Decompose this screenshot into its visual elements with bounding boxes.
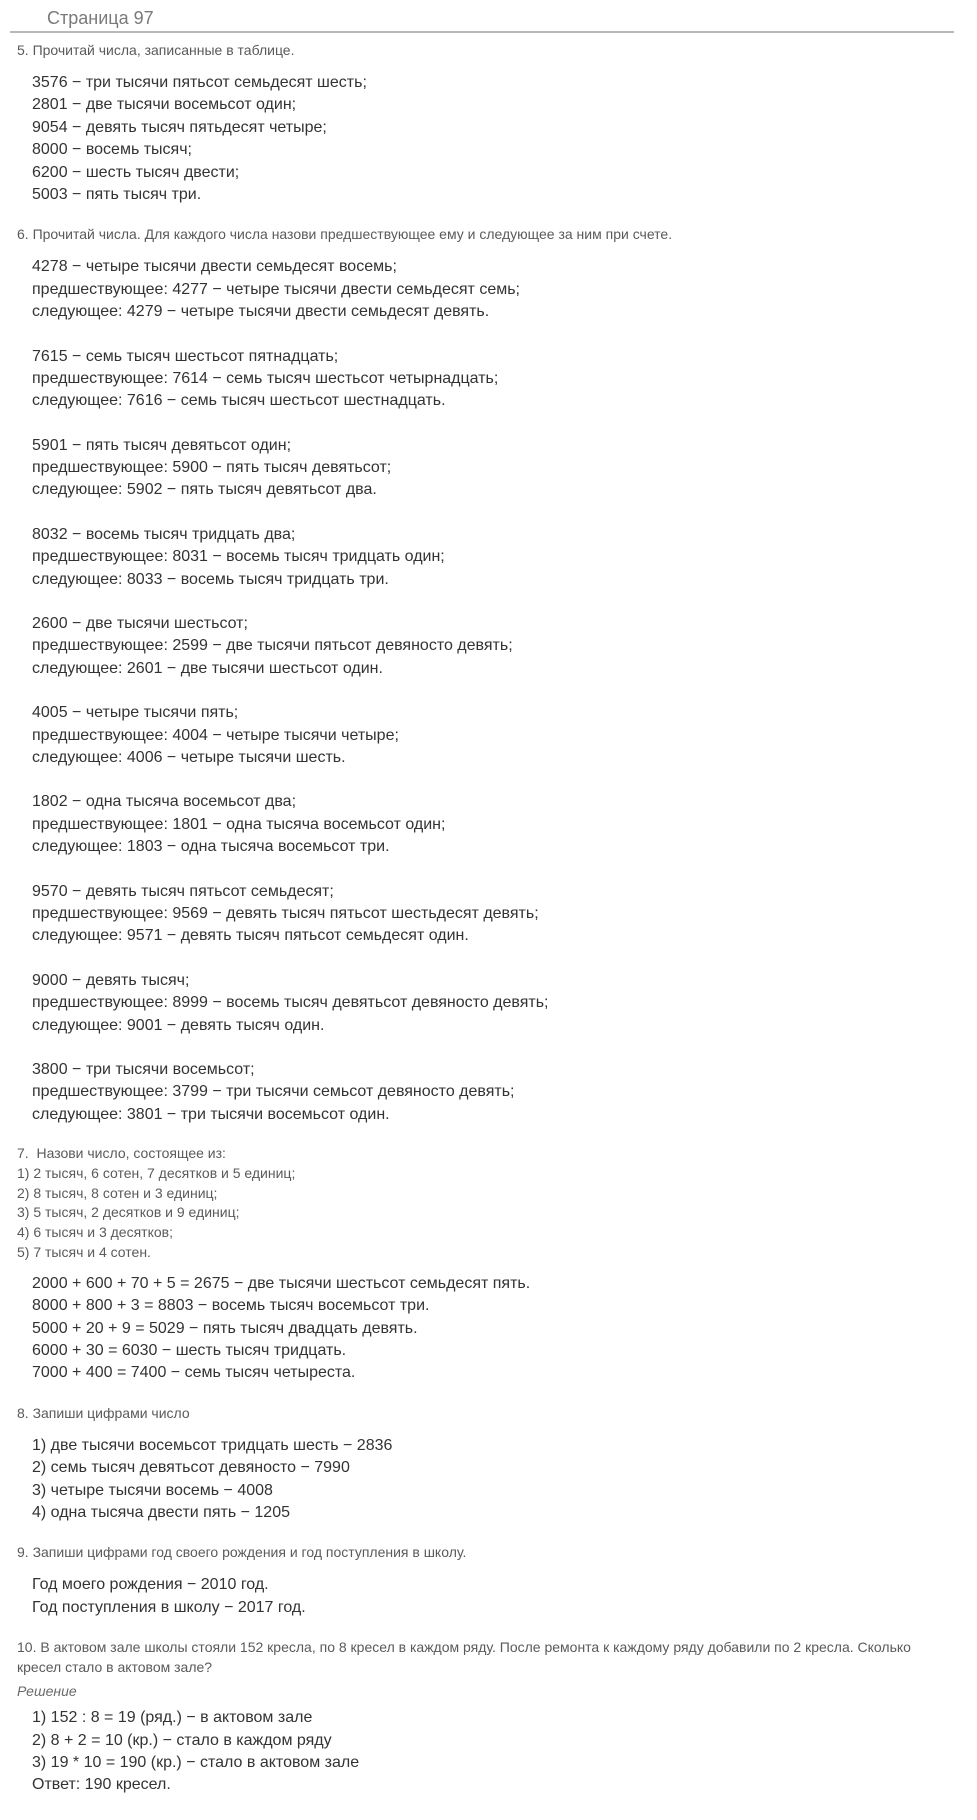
number-block xyxy=(32,346,977,413)
answer-line: Год моего рождения − 2010 год. xyxy=(32,1576,269,1594)
answer-line: 3576 − три тысячи пятьсот семьдесят шесть; xyxy=(32,74,367,91)
task-8-question: 8. Запиши цифрами число xyxy=(17,1404,190,1421)
task-7-item: 2) 8 тысяч, 8 сотен и 3 единиц; xyxy=(17,1184,218,1201)
previous-line: предшествующее: 8031 − восемь тысяч тридцать один; xyxy=(32,548,445,566)
next-line: следующее: 7616 − семь тысяч шестьсот шестнадцать. xyxy=(32,392,446,410)
task-10-answer xyxy=(32,1707,977,1797)
next-line: следующее: 4006 − четыре тысячи шесть. xyxy=(32,748,346,766)
answer-line: 2801 − две тысячи восемьсот один; xyxy=(32,96,297,114)
next-line: следующее: 1803 − одна тысяча восемьсот три. xyxy=(32,838,390,856)
number-line: 3800 − три тысячи восемьсот; xyxy=(32,1060,255,1078)
previous-line: предшествующее: 3799 − три тысячи семьсот девяносто девять; xyxy=(32,1083,515,1101)
task-8-answer xyxy=(32,1435,977,1525)
task-5-answer xyxy=(32,72,977,206)
answer-line: Ответ: 190 кресел. xyxy=(32,1776,171,1794)
answer-line: 2000 + 600 + 70 + 5 = 2675 − две тысячи шестьсот семьдесят пять. xyxy=(32,1274,531,1292)
task-10 xyxy=(0,1637,977,1797)
answer-line: 6000 + 30 = 6030 − шесть тысяч тридцать. xyxy=(32,1342,347,1360)
answer-line: 5000 + 20 + 9 = 5029 − пять тысяч двадцать девять. xyxy=(32,1319,418,1337)
task-9-answer xyxy=(32,1574,977,1619)
answer-line: 8000 − восемь тысяч; xyxy=(32,141,192,159)
next-line: следующее: 9001 − девять тысяч один. xyxy=(32,1016,325,1034)
number-block xyxy=(32,970,977,1037)
task-7-question xyxy=(17,1144,977,1263)
next-line: следующее: 3801 − три тысячи восемьсот один. xyxy=(32,1105,390,1123)
solution-label: Решение xyxy=(17,1683,77,1700)
answer-line: 3) четыре тысячи восемь − 4008 xyxy=(32,1481,273,1499)
task-7-item: 1) 2 тысяч, 6 сотен, 7 десятков и 5 единиц; xyxy=(17,1164,296,1181)
number-line: 1802 − одна тысяча восемьсот два; xyxy=(32,793,297,811)
next-line: следующее: 9571 − девять тысяч пятьсот семьдесят один. xyxy=(32,927,469,945)
number-line: 4278 − четыре тысячи двести семьдесят восемь; xyxy=(32,258,397,276)
task-6-question: 6. Прочитай числа. Для каждого числа назови предшествующее ему и следующее за ним при счете. xyxy=(17,226,673,243)
previous-line: предшествующее: 4277 − четыре тысячи двести семьдесят семь; xyxy=(32,280,520,298)
answer-line: 2) семь тысяч девятьсот девяносто − 7990 xyxy=(32,1459,350,1477)
task-8 xyxy=(0,1403,977,1525)
number-line: 9000 − девять тысяч; xyxy=(32,971,190,989)
number-line: 5901 − пять тысяч девятьсот один; xyxy=(32,436,292,454)
previous-line: предшествующее: 4004 − четыре тысячи четыре; xyxy=(32,726,399,744)
task-5 xyxy=(0,40,977,206)
number-block xyxy=(32,791,977,858)
page-title: Страница 97 xyxy=(47,8,154,28)
answer-line: 6200 − шесть тысяч двести; xyxy=(32,163,240,181)
answer-line: 9054 − девять тысяч пятьдесят четыре; xyxy=(32,118,327,136)
answer-line: 5003 − пять тысяч три. xyxy=(32,185,202,203)
task-7 xyxy=(0,1144,977,1385)
number-block xyxy=(32,524,977,591)
answer-line: 1) 152 : 8 = 19 (ряд.) − в актовом зале xyxy=(32,1709,313,1727)
number-block xyxy=(32,435,977,502)
task-7-answer xyxy=(32,1273,977,1385)
previous-line: предшествующее: 8999 − восемь тысяч девятьсот девяносто девять; xyxy=(32,994,549,1012)
number-block xyxy=(32,613,977,680)
answer-line: 3) 19 * 10 = 190 (кр.) − стало в актовом зале xyxy=(32,1753,360,1771)
number-block xyxy=(32,881,977,948)
number-line: 9570 − девять тысяч пятьсот семьдесят; xyxy=(32,882,334,900)
previous-line: предшествующее: 9569 − девять тысяч пятьсот шестьдесят девять; xyxy=(32,904,539,922)
number-line: 4005 − четыре тысячи пять; xyxy=(32,704,239,722)
number-block xyxy=(32,702,977,769)
task-9-question: 9. Запиши цифрами год своего рождения и год поступления в школу. xyxy=(17,1544,467,1561)
previous-line: предшествующее: 5900 − пять тысяч девятьсот; xyxy=(32,459,392,477)
task-6 xyxy=(0,224,977,1126)
previous-line: предшествующее: 2599 − две тысячи пятьсот девяносто девять; xyxy=(32,637,513,655)
next-line: следующее: 4279 − четыре тысячи двести семьдесят девять. xyxy=(32,303,490,321)
task-7-item: 4) 6 тысяч и 3 десятков; xyxy=(17,1224,173,1241)
task-7-item: 5) 7 тысяч и 4 сотен. xyxy=(17,1244,151,1261)
task-6-answer xyxy=(32,256,977,1126)
page-header xyxy=(10,6,954,33)
task-5-question: 5. Прочитай числа, записанные в таблице. xyxy=(17,42,295,58)
previous-line: предшествующее: 1801 − одна тысяча восемьсот один; xyxy=(32,815,446,833)
number-line: 8032 − восемь тысяч тридцать два; xyxy=(32,525,296,543)
answer-line: Год поступления в школу − 2017 год. xyxy=(32,1598,306,1616)
next-line: следующее: 2601 − две тысячи шестьсот один. xyxy=(32,659,383,677)
answer-line: 1) две тысячи восемьсот тридцать шесть − 2836 xyxy=(32,1436,393,1454)
number-line: 7615 − семь тысяч шестьсот пятнадцать; xyxy=(32,347,339,365)
answer-line: 8000 + 800 + 3 = 8803 − восемь тысяч восемьсот три. xyxy=(32,1297,430,1315)
task-7-item: 3) 5 тысяч, 2 десятков и 9 единиц; xyxy=(17,1204,240,1221)
number-line: 2600 − две тысячи шестьсот; xyxy=(32,615,248,633)
number-block xyxy=(32,256,977,323)
task-9 xyxy=(0,1542,977,1619)
content xyxy=(0,40,977,1815)
answer-line: 2) 8 + 2 = 10 (кр.) − стало в каждом ряду xyxy=(32,1731,332,1749)
task-10-question: 10. В актовом зале школы стояли 152 кресла, по 8 кресел в каждом ряду. После ремонта к каждому ряду добавили по 2 кресла. Сколько кресел стало в актовом зале? xyxy=(17,1639,915,1676)
answer-line: 4) одна тысяча двести пять − 1205 xyxy=(32,1503,290,1521)
number-block xyxy=(32,1059,977,1126)
next-line: следующее: 5902 − пять тысяч девятьсот два. xyxy=(32,481,377,499)
next-line: следующее: 8033 − восемь тысяч тридцать три. xyxy=(32,570,389,588)
task-7-title: 7. Назови число, состоящее из: xyxy=(17,1145,226,1162)
previous-line: предшествующее: 7614 − семь тысяч шестьсот четырнадцать; xyxy=(32,369,499,387)
answer-line: 7000 + 400 = 7400 − семь тысяч четыреста. xyxy=(32,1364,356,1382)
